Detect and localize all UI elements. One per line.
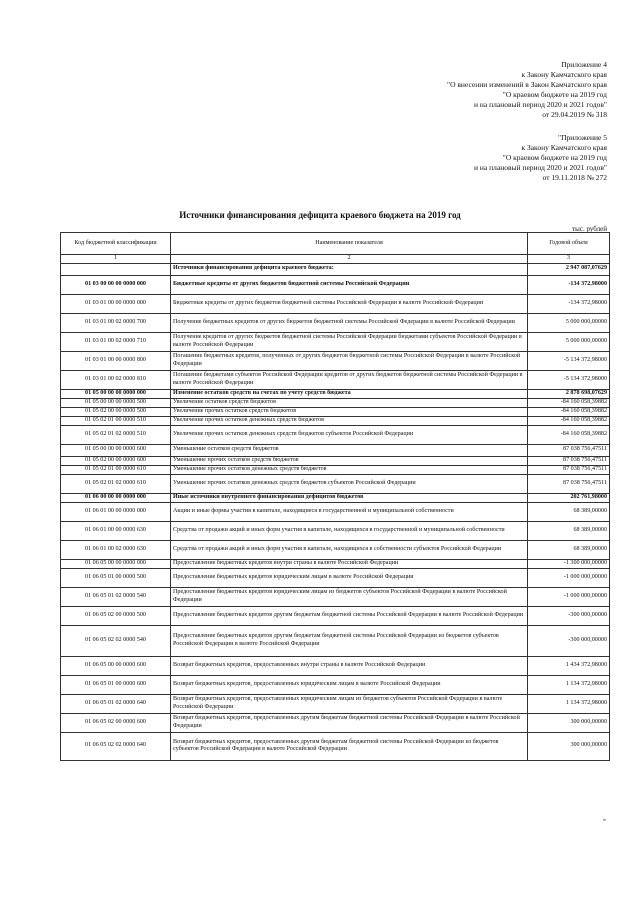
row-name: Иные источники внутреннего финансирования дефицитов бюджетов <box>171 493 528 502</box>
row-value: -5 134 372,98000 <box>528 370 610 389</box>
row-name: Уменьшение прочих остатков средств бюджетов <box>171 456 528 465</box>
table-row <box>61 493 610 502</box>
table-row <box>61 713 610 732</box>
row-value: 202 761,98000 <box>528 493 610 502</box>
row-code: 01 05 02 00 00 0000 500 <box>61 407 171 416</box>
row-name: Увеличение прочих остатков денежных средств бюджетов субъектов Российской Федерации <box>171 425 528 444</box>
table-row <box>61 275 610 294</box>
table-row <box>61 407 610 416</box>
table-row <box>61 675 610 694</box>
row-name: Возврат бюджетных кредитов, предоставленных юридическим лицам из бюджетов субъектов Российской Федерации в валюте Российской Федерации <box>171 694 528 713</box>
table-header-row <box>61 233 610 255</box>
row-name: Бюджетные кредиты от других бюджетов бюджетной системы Российской Федерации в валюте Российской Федерации <box>171 294 528 313</box>
row-name: Погашение бюджетных кредитов, полученных от других бюджетов бюджетной системы Российской Федерации в валюте Российской Федерации <box>171 351 528 370</box>
row-name: Возврат бюджетных кредитов, предоставленных другим бюджетам бюджетной системы Российской Федерации из бюджетов субъектов Российской Федерации в валюте Российской Федерации <box>171 732 528 760</box>
row-value: 2 878 698,07629 <box>528 389 610 398</box>
table-row <box>61 465 610 474</box>
column-header-code: Код бюджетной классификации <box>61 233 171 255</box>
header-line: "О краевом бюджете на 2019 год <box>502 90 607 99</box>
row-name: Погашение бюджетами субъектов Российской Федерации кредитов от других бюджетов бюджетной системы Российской Федерации в валюте Российской Федерации <box>171 370 528 389</box>
footer-mark: » <box>603 817 606 823</box>
table-row <box>61 587 610 606</box>
row-value: -134 372,98000 <box>528 275 610 294</box>
row-code: 01 06 05 01 00 0000 500 <box>61 568 171 587</box>
row-name: Предоставление бюджетных кредитов юридическим лицам из бюджетов субъектов Российской Федерации в валюте Российской Федерации <box>171 587 528 606</box>
header-line: Приложение 4 <box>561 60 607 69</box>
page-title: Источники финансирования дефицита краевого бюджета на 2019 год <box>179 210 461 220</box>
row-code: 01 03 00 00 00 0000 000 <box>61 275 171 294</box>
row-name: Средства от продажи акций и иных форм участия в капитале, находящихся в государственной и муниципальной собственности <box>171 521 528 540</box>
row-code: 01 03 01 00 02 0000 710 <box>61 332 171 351</box>
table-row <box>61 263 610 275</box>
table-row <box>61 425 610 444</box>
header-bottom <box>307 133 607 183</box>
header-line: к Закону Камчатского края <box>521 143 607 152</box>
row-value: -300 000,00000 <box>528 606 610 625</box>
header-line: к Закону Камчатского края <box>521 70 607 79</box>
header-line: "О внесении изменений в Закон Камчатского края <box>447 80 607 89</box>
column-header-value: Годовой объем <box>528 233 610 255</box>
row-name: Увеличение прочих остатков средств бюджетов <box>171 407 528 416</box>
row-name: Предоставление бюджетных кредитов другим бюджетам бюджетной системы Российской Федерации в валюте Российской Федерации <box>171 606 528 625</box>
row-code: 01 06 01 00 00 0000 630 <box>61 521 171 540</box>
header-top <box>307 60 607 120</box>
row-code: 01 06 05 00 00 0000 000 <box>61 559 171 568</box>
table-row <box>61 502 610 521</box>
row-value: -5 134 372,98000 <box>528 351 610 370</box>
unit-label: тыс. рублей <box>572 225 607 233</box>
row-value: 68 389,00000 <box>528 540 610 559</box>
table-row <box>61 444 610 456</box>
table-row <box>61 351 610 370</box>
row-code: 01 06 00 00 00 0000 000 <box>61 493 171 502</box>
row-name: Средства от продажи акций и иных форм участия в капитале, находящихся в собственности субъектов Российской Федерации <box>171 540 528 559</box>
table-row <box>61 389 610 398</box>
row-code: 01 06 01 00 00 0000 000 <box>61 502 171 521</box>
header-line: и на плановый период 2020 и 2021 годов" <box>474 100 607 109</box>
table-row <box>61 370 610 389</box>
header-line: "О краевом бюджете на 2019 год <box>502 153 607 162</box>
row-name: Увеличение прочих остатков денежных средств бюджетов <box>171 416 528 425</box>
row-name: Увеличение остатков средств бюджетов <box>171 398 528 407</box>
header-line: от 19.11.2018 № 272 <box>542 173 607 182</box>
row-code: 01 05 02 01 00 0000 510 <box>61 416 171 425</box>
row-value: 87 038 756,47511 <box>528 474 610 493</box>
row-value: 1 134 372,98000 <box>528 694 610 713</box>
table-row <box>61 540 610 559</box>
row-value: 68 389,00000 <box>528 502 610 521</box>
row-name: Предоставление бюджетных кредитов юридическим лицам в валюте Российской Федерации <box>171 568 528 587</box>
row-code: 01 06 05 02 02 0000 640 <box>61 732 171 760</box>
row-value: 87 038 756,47511 <box>528 444 610 456</box>
row-name: Бюджетные кредиты от других бюджетов бюджетной системы Российской Федерации <box>171 275 528 294</box>
column-header-name: Наименование показателя <box>171 233 528 255</box>
row-code: 01 05 00 00 00 0000 600 <box>61 444 171 456</box>
row-code: 01 05 00 00 00 0000 500 <box>61 398 171 407</box>
row-value: 300 000,00000 <box>528 713 610 732</box>
row-value: -134 372,98000 <box>528 294 610 313</box>
table-row <box>61 656 610 675</box>
row-name: Уменьшение остатков средств бюджетов <box>171 444 528 456</box>
row-value: 300 000,00000 <box>528 732 610 760</box>
row-value: -84 160 058,39882 <box>528 425 610 444</box>
row-value: -1 000 000,00000 <box>528 587 610 606</box>
row-value: 2 947 087,07629 <box>528 263 610 275</box>
row-name: Уменьшение прочих остатков денежных средств бюджетов субъектов Российской Федерации <box>171 474 528 493</box>
row-code <box>61 263 171 275</box>
column-number: 1 <box>61 255 171 264</box>
header-line: и на плановый период 2020 и 2021 годов" <box>474 163 607 172</box>
header-line: "Приложение 5 <box>558 133 607 142</box>
row-code: 01 03 01 00 00 0000 800 <box>61 351 171 370</box>
table-row <box>61 521 610 540</box>
row-code: 01 03 01 00 02 0000 810 <box>61 370 171 389</box>
row-name: Возврат бюджетных кредитов, предоставленных внутри страны в валюте Российской Федерации <box>171 656 528 675</box>
row-value: 87 038 756,47511 <box>528 456 610 465</box>
row-code: 01 06 05 01 00 0000 600 <box>61 675 171 694</box>
row-code: 01 06 05 01 02 0000 540 <box>61 587 171 606</box>
row-value: 5 000 000,00000 <box>528 332 610 351</box>
row-code: 01 05 02 01 02 0000 610 <box>61 474 171 493</box>
row-value: -300 000,00000 <box>528 625 610 656</box>
table-row <box>61 398 610 407</box>
row-code: 01 06 05 02 02 0000 540 <box>61 625 171 656</box>
table-row <box>61 559 610 568</box>
row-name: Уменьшение прочих остатков денежных средств бюджетов <box>171 465 528 474</box>
row-code: 01 06 05 02 00 0000 500 <box>61 606 171 625</box>
table-row <box>61 294 610 313</box>
row-code: 01 06 01 00 02 0000 630 <box>61 540 171 559</box>
row-code: 01 06 05 00 00 0000 600 <box>61 656 171 675</box>
row-code: 01 03 01 00 00 0000 000 <box>61 294 171 313</box>
table-row <box>61 332 610 351</box>
budget-table <box>60 232 610 761</box>
table-row <box>61 313 610 332</box>
header-line: от 29.04.2019 № 318 <box>542 110 607 119</box>
row-code: 01 06 05 02 00 0000 600 <box>61 713 171 732</box>
column-number: 3 <box>528 255 610 264</box>
row-name: Получение кредитов от других бюджетов бюджетной системы Российской Федерации бюджетами субъектов Российской Федерации в валюте Российской Федерации <box>171 332 528 351</box>
row-value: -84 160 058,39882 <box>528 407 610 416</box>
row-name: Предоставление бюджетных кредитов внутри страны в валюте Российской Федерации <box>171 559 528 568</box>
row-code: 01 03 01 00 02 0000 700 <box>61 313 171 332</box>
row-value: -1 000 000,00000 <box>528 568 610 587</box>
row-name: Возврат бюджетных кредитов, предоставленных юридическим лицам в валюте Российской Федерации <box>171 675 528 694</box>
row-code: 01 05 00 00 00 0000 000 <box>61 389 171 398</box>
row-name: Изменение остатков средств на счетах по учету средств бюджета <box>171 389 528 398</box>
table-row <box>61 732 610 760</box>
row-code: 01 05 02 01 00 0000 610 <box>61 465 171 474</box>
row-value: -84 160 058,39882 <box>528 416 610 425</box>
row-code: 01 06 05 01 02 0000 640 <box>61 694 171 713</box>
row-code: 01 05 02 01 02 0000 510 <box>61 425 171 444</box>
row-code: 01 05 02 00 00 0000 600 <box>61 456 171 465</box>
row-value: 1 434 372,98000 <box>528 656 610 675</box>
row-name: Акции и иные формы участия в капитале, находящиеся в государственной и муниципальной собственности <box>171 502 528 521</box>
row-name: Получение бюджетных кредитов от других бюджетов бюджетной системы Российской Федерации в валюте Российской Федерации <box>171 313 528 332</box>
table-row <box>61 694 610 713</box>
column-number-row <box>61 255 610 264</box>
row-value: 68 389,00000 <box>528 521 610 540</box>
table-row <box>61 606 610 625</box>
row-value: 5 000 000,00000 <box>528 313 610 332</box>
row-value: -84 160 058,39882 <box>528 398 610 407</box>
table-row <box>61 625 610 656</box>
row-name: Предоставление бюджетных кредитов другим бюджетам бюджетной системы Российской Федерации из бюджетов субъектов Российской Федерации в валюте Российской Федерации <box>171 625 528 656</box>
row-value: 1 134 372,98000 <box>528 675 610 694</box>
row-name: Возврат бюджетных кредитов, предоставленных другим бюджетам бюджетной системы Российской Федерации в валюте Российской Федерации <box>171 713 528 732</box>
table-row <box>61 568 610 587</box>
row-value: -1 300 000,00000 <box>528 559 610 568</box>
column-number: 2 <box>171 255 528 264</box>
table-row <box>61 474 610 493</box>
table-row <box>61 416 610 425</box>
row-value: 87 038 756,47511 <box>528 465 610 474</box>
row-name: Источники финансирования дефицита краевого бюджета: <box>171 263 528 275</box>
table-row <box>61 456 610 465</box>
